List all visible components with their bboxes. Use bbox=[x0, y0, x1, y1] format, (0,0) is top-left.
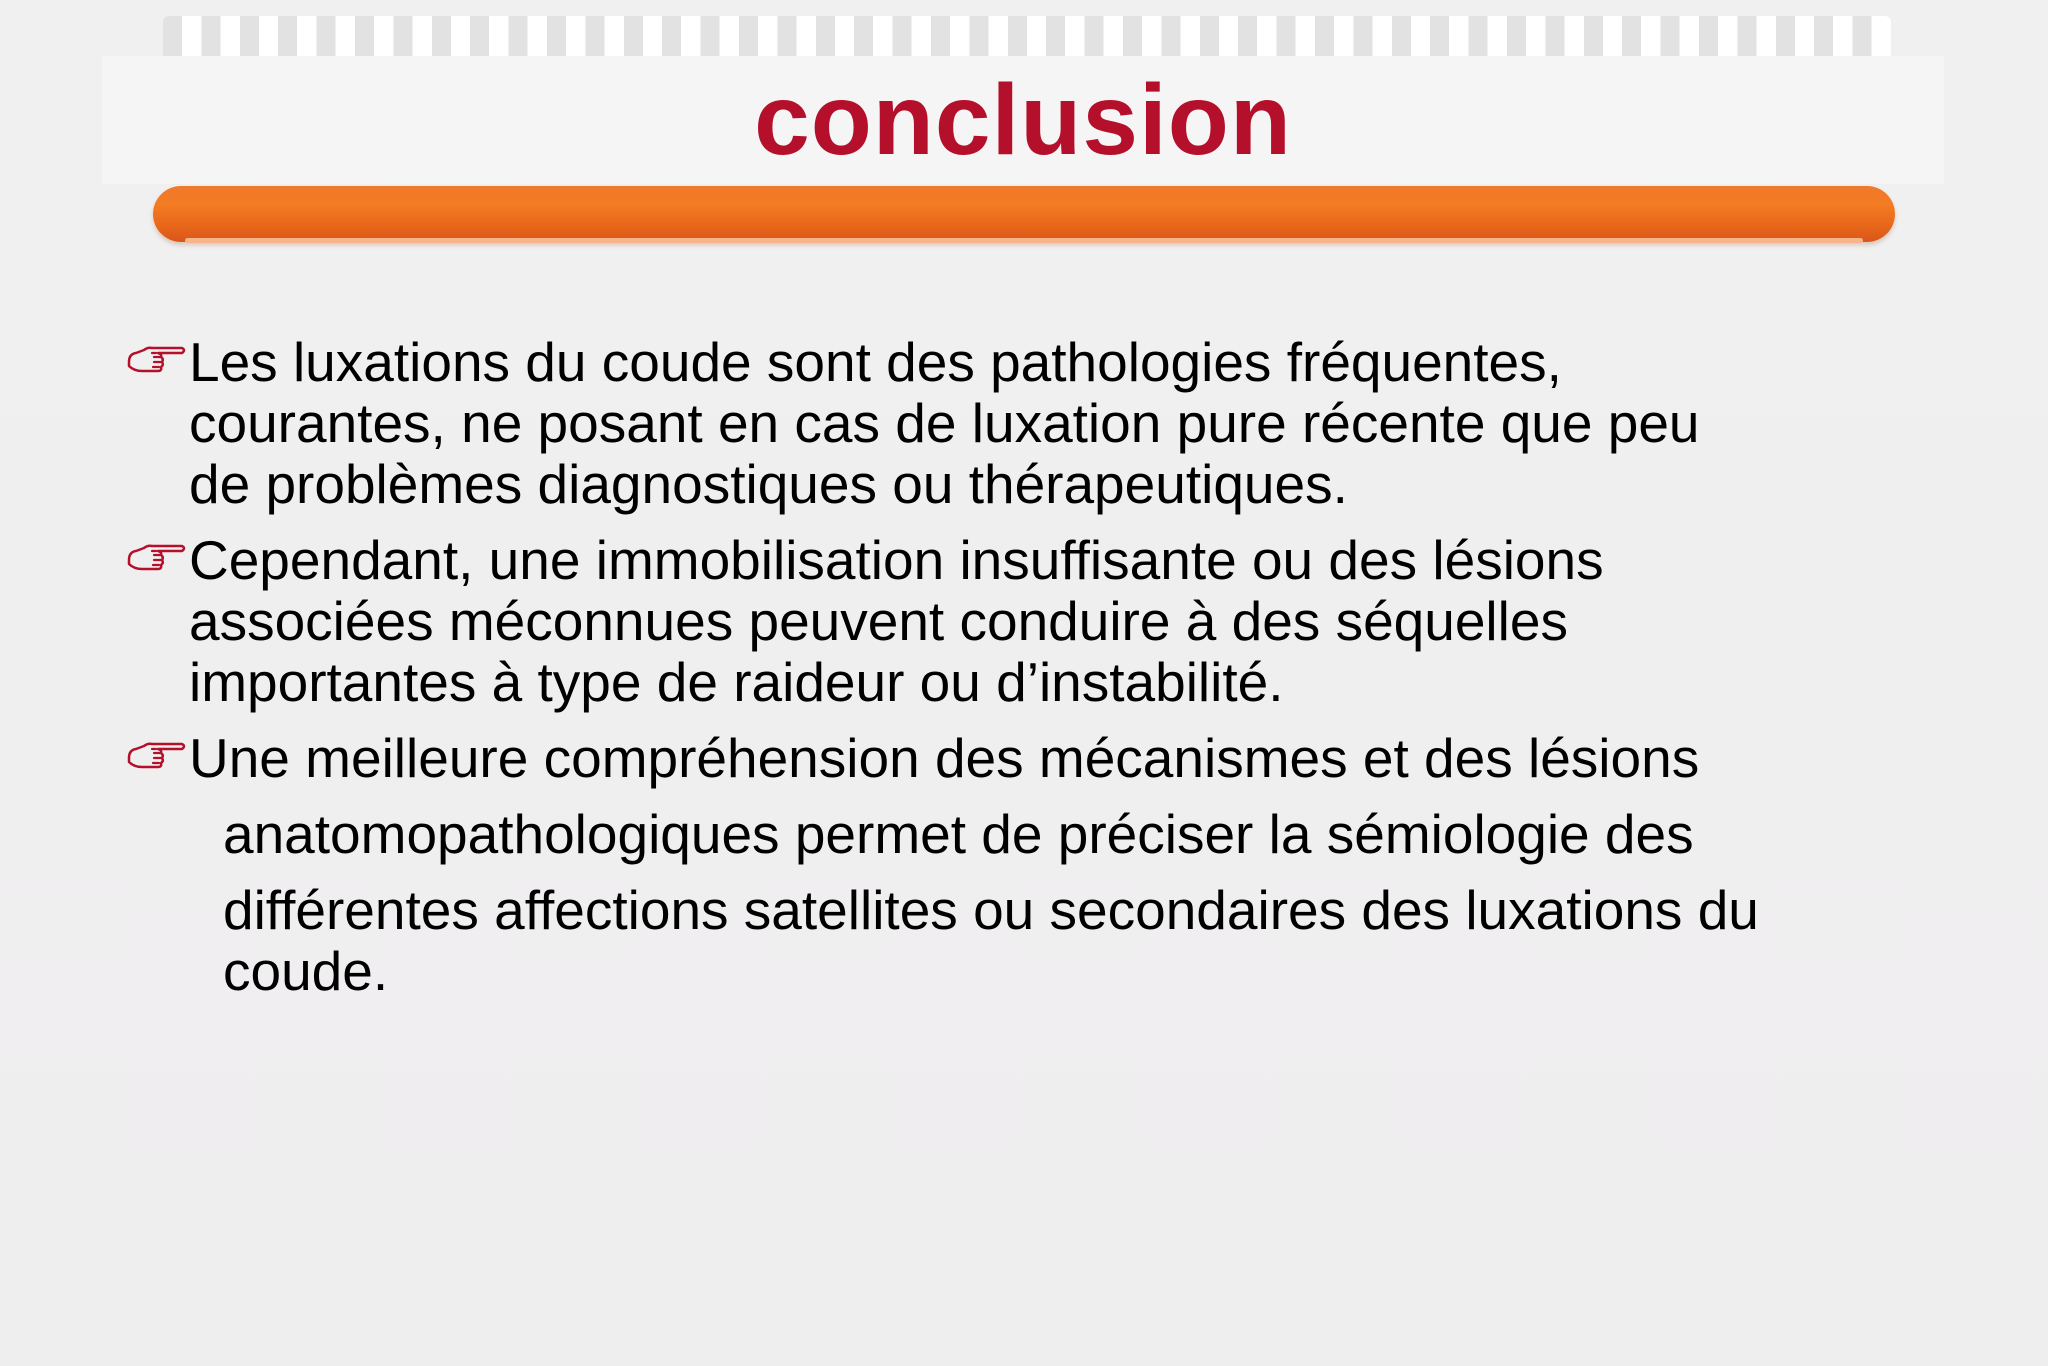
bullet-text bbox=[189, 728, 1919, 1008]
slide-title: conclusion bbox=[754, 64, 1292, 176]
bullet-line: différentes affections satellites ou secondaires des luxations du bbox=[223, 879, 1759, 941]
pointing-hand-icon bbox=[124, 332, 186, 394]
bullet-line: Une meilleure compréhension des mécanismes et des lésions bbox=[189, 727, 1700, 789]
bullet-text: Les luxations du coude sont des pathologies fréquentes, courantes, ne posant en cas de luxation pure récente que peu de problèmes diagnostiques ou thérapeutiques. bbox=[189, 331, 1700, 515]
bullet-text: Cependant, une immobilisation insuffisante ou des lésions associées méconnues peuvent conduire à des séquelles importantes à type de raideur ou d’instabilité. bbox=[189, 529, 1604, 713]
bullet-line: anatomopathologiques permet de préciser la sémiologie des bbox=[223, 803, 1694, 865]
bullet-line: coude. bbox=[223, 940, 389, 1002]
pointing-hand-icon bbox=[124, 530, 186, 592]
pointing-hand-icon bbox=[124, 728, 186, 790]
